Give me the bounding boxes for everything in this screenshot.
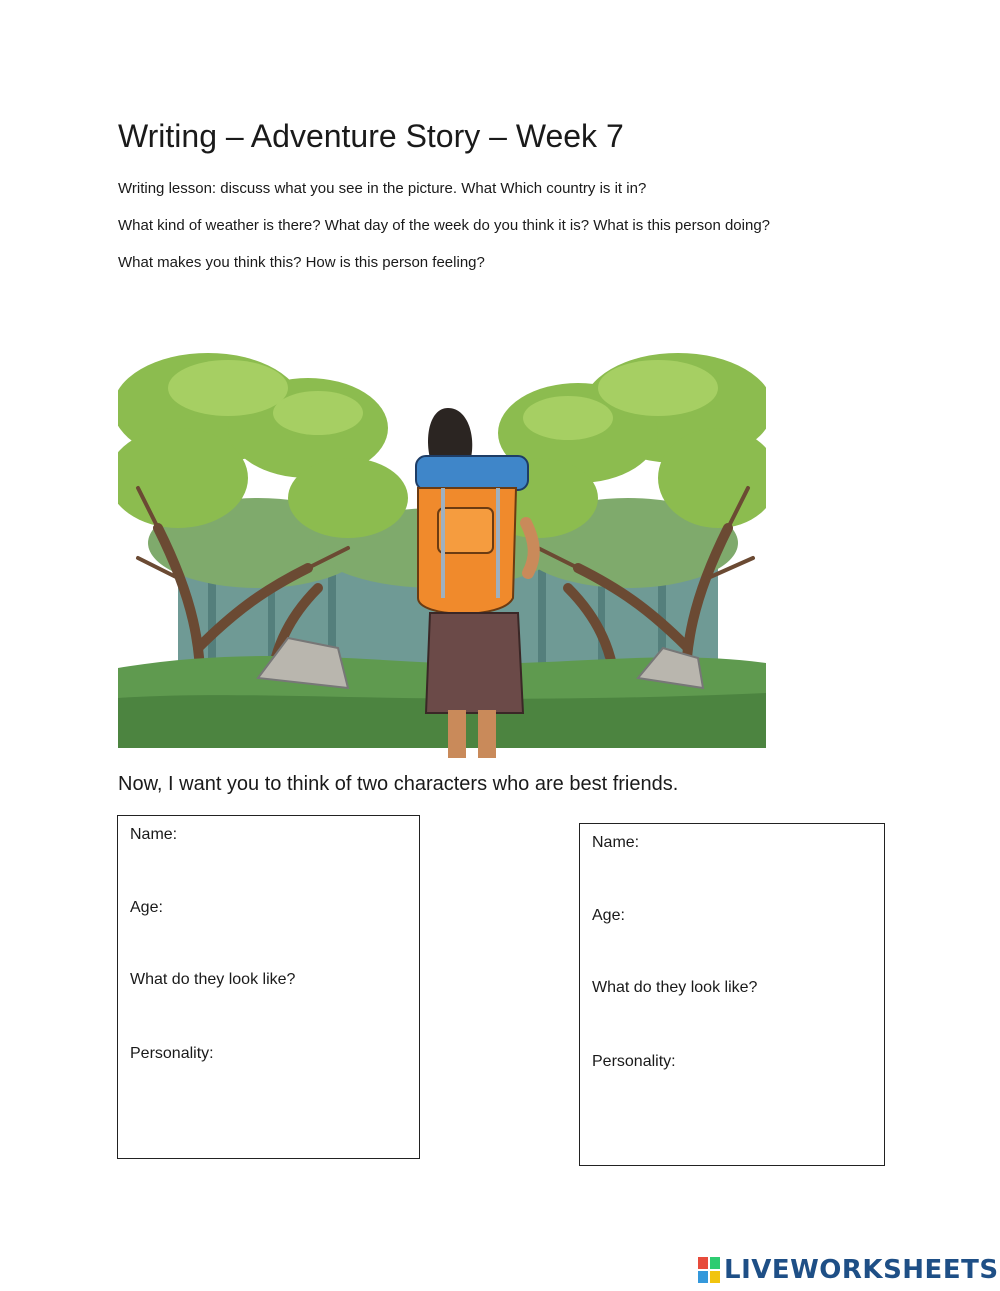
section-subheading: Now, I want you to think of two characters who are best friends.: [118, 773, 679, 795]
appearance-label: What do they look like?: [130, 971, 296, 988]
character-card-2[interactable]: [579, 823, 885, 1166]
age-label: Age:: [592, 907, 625, 924]
personality-label: Personality:: [130, 1045, 214, 1062]
brand-wordmark: LIVEWORKSHEETS: [724, 1255, 999, 1285]
prompt-line: Writing lesson: discuss what you see in the picture. What Which country is it in?: [118, 180, 647, 197]
page-title: Writing – Adventure Story – Week 7: [118, 118, 624, 154]
name-label: Name:: [130, 826, 178, 843]
prompt-line: What kind of weather is there? What day of the week do you think it is? What is this person doing?: [118, 217, 771, 234]
character-card-1[interactable]: [117, 815, 420, 1159]
age-label: Age:: [130, 899, 163, 916]
forest-hiker-illustration: [118, 348, 766, 758]
liveworksheets-logo-icon: [698, 1257, 720, 1283]
prompt-line: What makes you think this? How is this person feeling?: [118, 254, 485, 271]
name-label: Name:: [592, 834, 640, 851]
appearance-label: What do they look like?: [592, 979, 758, 996]
liveworksheets-logo: [698, 1254, 999, 1286]
personality-label: Personality:: [592, 1053, 676, 1070]
